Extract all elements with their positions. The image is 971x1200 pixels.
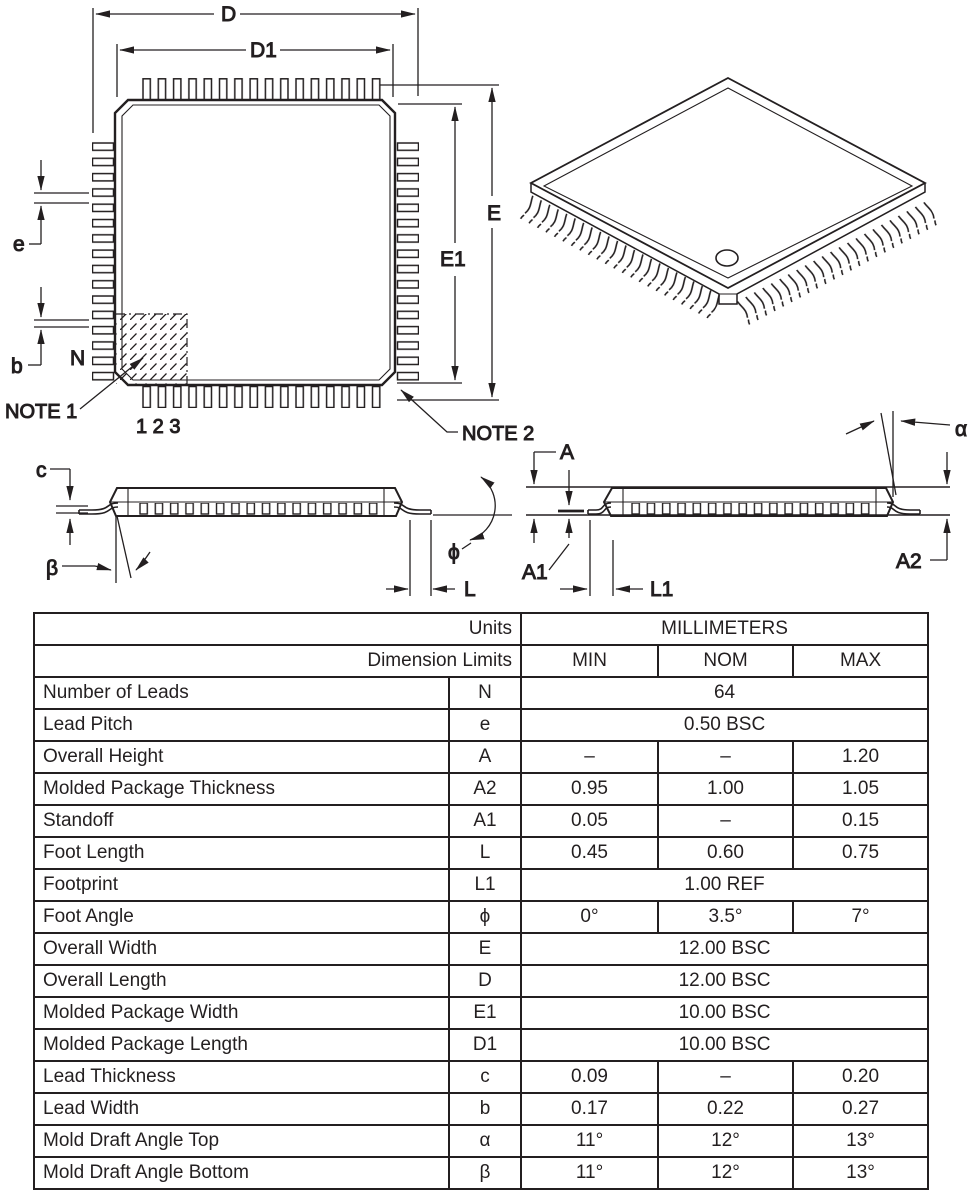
row-symbol: A — [449, 741, 521, 773]
row-name: Standoff — [34, 805, 449, 837]
nom-header: NOM — [658, 645, 793, 677]
row-value: 12.00 BSC — [521, 933, 928, 965]
row-symbol: c — [449, 1061, 521, 1093]
row-nom: 0.22 — [658, 1093, 793, 1125]
label-note2: NOTE 2 — [462, 423, 535, 445]
row-min: 11° — [521, 1157, 658, 1189]
row-name: Overall Height — [34, 741, 449, 773]
dimension-table — [33, 612, 929, 1190]
row-nom: 12° — [658, 1157, 793, 1189]
row-symbol: L — [449, 837, 521, 869]
row-min: 0.09 — [521, 1061, 658, 1093]
row-min: 0.95 — [521, 773, 658, 805]
row-nom: – — [658, 741, 793, 773]
table-header-limits — [34, 645, 928, 677]
label-D: D — [221, 3, 237, 26]
row-value: 10.00 BSC — [521, 997, 928, 1029]
table-row — [34, 1093, 928, 1125]
table-row — [34, 1061, 928, 1093]
row-name: Mold Draft Angle Top — [34, 1125, 449, 1157]
table-row — [34, 1157, 928, 1189]
label-E1: E1 — [440, 248, 466, 271]
table-row — [34, 741, 928, 773]
row-name: Overall Width — [34, 933, 449, 965]
row-symbol: L1 — [449, 869, 521, 901]
row-min: 0.17 — [521, 1093, 658, 1125]
dim-A1 — [549, 470, 584, 570]
table-row — [34, 869, 928, 901]
dim-phi — [462, 477, 495, 549]
label-E: E — [487, 202, 502, 225]
label-c: c — [36, 459, 47, 482]
row-symbol: A1 — [449, 805, 521, 837]
isometric-view — [518, 78, 939, 326]
label-L1: L1 — [650, 578, 674, 601]
row-name: Footprint — [34, 869, 449, 901]
pin1-index-hatch — [116, 314, 187, 384]
millimeters-label: MILLIMETERS — [521, 613, 928, 645]
table-row — [34, 901, 928, 933]
dim-L1 — [560, 520, 643, 596]
top-pins — [139, 78, 384, 100]
label-beta: β — [46, 557, 59, 580]
row-value: 10.00 BSC — [521, 1029, 928, 1061]
label-A1: A1 — [522, 561, 548, 584]
dimension-limits-label: Dimension Limits — [34, 645, 521, 677]
side-view-left — [36, 459, 512, 601]
top-view — [5, 3, 534, 445]
label-phi: ϕ — [448, 541, 460, 564]
row-name: Lead Width — [34, 1093, 449, 1125]
row-nom: 12° — [658, 1125, 793, 1157]
label-note1: NOTE 1 — [5, 401, 78, 423]
row-value: 1.00 REF — [521, 869, 928, 901]
row-symbol: E — [449, 933, 521, 965]
dim-c — [50, 469, 88, 545]
row-min: 0° — [521, 901, 658, 933]
label-A2: A2 — [896, 550, 922, 573]
row-value: 0.50 BSC — [521, 709, 928, 741]
table-row — [34, 677, 928, 709]
row-max: 0.75 — [793, 837, 928, 869]
row-min: 0.05 — [521, 805, 658, 837]
row-name: Molded Package Length — [34, 1029, 449, 1061]
row-name: Overall Length — [34, 965, 449, 997]
row-nom: – — [658, 1061, 793, 1093]
label-e: e — [13, 233, 25, 256]
row-nom: 0.60 — [658, 837, 793, 869]
note2-leader — [401, 390, 458, 432]
side-view-right — [522, 411, 967, 601]
row-min: 11° — [521, 1125, 658, 1157]
row-symbol: D — [449, 965, 521, 997]
row-symbol: D1 — [449, 1029, 521, 1061]
table-row — [34, 1125, 928, 1157]
dim-A2 — [930, 452, 947, 560]
dim-beta — [62, 516, 150, 583]
label-b: b — [11, 355, 23, 378]
row-name: Foot Length — [34, 837, 449, 869]
table-row — [34, 773, 928, 805]
row-max: 0.15 — [793, 805, 928, 837]
row-name: Lead Thickness — [34, 1061, 449, 1093]
min-header: MIN — [521, 645, 658, 677]
left-pins — [92, 139, 115, 384]
row-max: 1.20 — [793, 741, 928, 773]
label-alpha: α — [955, 418, 968, 441]
row-name: Molded Package Thickness — [34, 773, 449, 805]
row-symbol: β — [449, 1157, 521, 1189]
row-min: – — [521, 741, 658, 773]
dim-A — [534, 452, 556, 543]
row-nom: 1.00 — [658, 773, 793, 805]
dim-alpha — [846, 411, 950, 497]
label-pin-numbers: 1 2 3 — [136, 416, 181, 438]
row-value: 64 — [521, 677, 928, 709]
row-max: 1.05 — [793, 773, 928, 805]
row-name: Molded Package Width — [34, 997, 449, 1029]
row-name: Lead Pitch — [34, 709, 449, 741]
table-row — [34, 709, 928, 741]
row-name: Mold Draft Angle Bottom — [34, 1157, 449, 1189]
row-value: 12.00 BSC — [521, 965, 928, 997]
row-max: 13° — [793, 1157, 928, 1189]
row-name: Number of Leads — [34, 677, 449, 709]
row-max: 0.20 — [793, 1061, 928, 1093]
table-row — [34, 837, 928, 869]
table-row — [34, 965, 928, 997]
row-name: Foot Angle — [34, 901, 449, 933]
row-symbol: α — [449, 1125, 521, 1157]
dim-e-pitch — [29, 160, 89, 244]
table-row — [34, 997, 928, 1029]
side-left-feet — [136, 503, 380, 515]
right-pins — [396, 139, 419, 384]
row-nom: – — [658, 805, 793, 837]
row-symbol: ϕ — [449, 901, 521, 933]
row-symbol: E1 — [449, 997, 521, 1029]
label-N: N — [70, 347, 86, 370]
row-max: 13° — [793, 1125, 928, 1157]
side-right-feet — [628, 503, 872, 515]
row-symbol: b — [449, 1093, 521, 1125]
row-nom: 3.5° — [658, 901, 793, 933]
label-D1: D1 — [250, 39, 277, 62]
table-row — [34, 933, 928, 965]
row-symbol: e — [449, 709, 521, 741]
row-symbol: N — [449, 677, 521, 709]
table-row — [34, 805, 928, 837]
label-A: A — [560, 441, 575, 464]
iso-pin1-dimple — [716, 250, 738, 266]
row-max: 0.27 — [793, 1093, 928, 1125]
dim-L — [386, 520, 455, 596]
label-L: L — [464, 578, 476, 601]
row-max: 7° — [793, 901, 928, 933]
row-min: 0.45 — [521, 837, 658, 869]
units-label: Units — [34, 613, 521, 645]
table-row — [34, 1029, 928, 1061]
max-header: MAX — [793, 645, 928, 677]
table-header-units — [34, 613, 928, 645]
row-symbol: A2 — [449, 773, 521, 805]
bottom-pins — [139, 385, 384, 408]
